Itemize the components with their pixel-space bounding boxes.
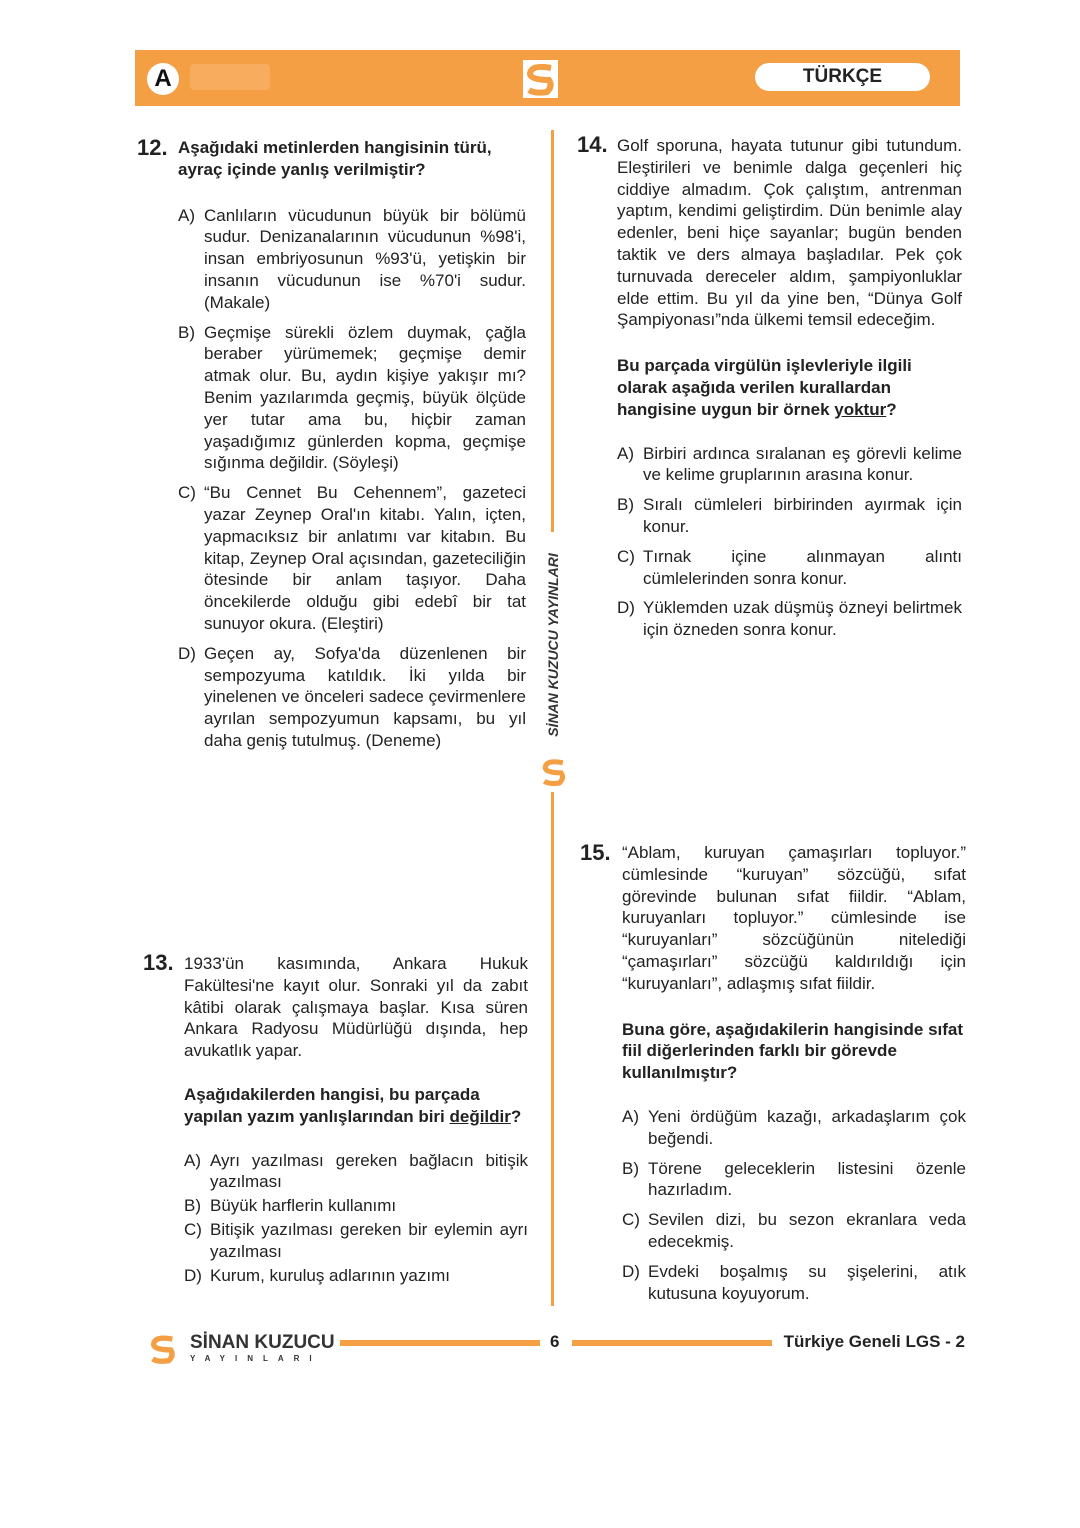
booklet-type: A: [147, 63, 179, 95]
page-number: 6: [550, 1332, 560, 1351]
question-passage: 1933'ün kasımında, Ankara Hukuk Fakültesi'ne kayıt olur. Sonraki yıl da zabıt kâtibi olarak çalışmaya başlar. Kısa süren Ankara Radyosu Müdürlüğü dışında, hep avukatlık yapar.: [184, 954, 528, 1061]
question-12: [178, 137, 526, 752]
question-number: 14.: [577, 132, 608, 157]
footer-bar: [340, 1340, 540, 1346]
question-13: [184, 953, 528, 1286]
option-b[interactable]: B) Sıralı cümleleri birbirinden ayırmak için konur.: [617, 495, 962, 536]
page-header: [135, 50, 960, 106]
option-a[interactable]: A) Birbiri ardınca sıralanan eş görevli kelime ve kelime gruplarının arasına konur.: [617, 443, 962, 485]
question-stem: Bu parçada virgülün işlevleriyle ilgili olarak aşağıda verilen kurallardan hangisine uygun bir örnek yoktur?: [617, 356, 912, 419]
subject-label: TÜRKÇE: [755, 63, 930, 91]
option-d[interactable]: D) Kurum, kuruluş adlarının yazımı: [184, 1265, 450, 1285]
option-a[interactable]: A) Canlıların vücudunun büyük bir bölümü sudur. Denizanalarının vücudunun %98'i, insan embriyosunun %93'ü, yetişkin bir insanın vücudunun ise %70'i sudur. (Makale): [178, 205, 526, 312]
question-stem: Buna göre, aşağıdakilerin hangisinde sıfat fiil diğerlerinden farklı bir görevde kullanılmıştır?: [622, 1019, 964, 1083]
publisher-vertical-text: SİNAN KUZUCU YAYINLARI: [545, 553, 561, 737]
column-divider: [551, 792, 554, 1306]
question-stem: Aşağıdaki metinlerden hangisinin türü, ayraç içinde yanlış verilmiştir?: [178, 138, 492, 179]
option-b[interactable]: B) Törene geleceklerin listesini özenle hazırladım.: [622, 1158, 966, 1200]
option-d[interactable]: D) Evdeki boşalmış su şişelerini, atık kutusuna koyuyorum.: [622, 1261, 966, 1303]
question-passage: “Ablam, kuruyan çamaşırları topluyor.” cümlesinde “kuruyan” sözcüğü, sıfat görevinde bulunan sıfat fiildir. “Ablam, kuruyanları topluyor.” cümlesinde ise “kuruyanları” sözcüğünün nitelediği “çamaşırları” sözcüğü kaldırıldığı için “kuruyanları”, adlaşmış sıfat fiildir.: [622, 843, 966, 993]
option-d[interactable]: D) Geçen ay, Sofya'da düzenlenen bir sempozyuma katıldık. İki yılda bir yinelenen ve önceleri sadece çevirmenlere ayrılan sempozyumun kapsamı, bu yıl daha geniş tutulmuş. (Deneme): [178, 643, 526, 750]
footer-bar: [572, 1340, 772, 1346]
publisher-logo-icon: [144, 1332, 182, 1371]
page-footer: [140, 1330, 970, 1370]
option-a[interactable]: A) Ayrı yazılması gereken bağlacın bitişik yazılması: [184, 1150, 528, 1192]
question-14: [617, 135, 962, 641]
publisher-logo-icon: [523, 60, 558, 98]
publisher-name: SİNAN KUZUCU: [190, 1332, 335, 1353]
option-c[interactable]: C) Sevilen dizi, bu sezon ekranlara veda edecekmiş.: [622, 1210, 966, 1251]
question-stem: Aşağıdakilerden hangisi, bu parçada yapılan yazım yanlışlarından biri değildir?: [184, 1084, 522, 1126]
column-divider: [551, 130, 554, 532]
question-number: 15.: [580, 840, 611, 865]
option-c[interactable]: C) “Bu Cennet Bu Cehennem”, gazeteci yazar Zeynep Oral'ın kitabı. Yalın, içten, yapmacıksız bir anlatımı var kitabın. Bu kitap, Zeynep Oral açısından, gazeteciliğin ötesinde bir anlam taşıyor. Daha öncekilerde olduğu gibi edebî bir tat sunuyor okura. (Eleştiri): [178, 483, 526, 633]
question-passage: Golf sporuna, hayata tutunur gibi tutundum. Eleştirileri ve benimle dalga geçenleri hiç ciddiye almadım. Çok çalıştım, antrenman yaptım, kendimi geliştirdim. Dün benimle alay edenler, beni hiçe sayanlar; bugün benden taktik ve ders almaya başladılar. Pek çok turnuvada dereceler aldım, şampiyonluklar elde ettim. Bu yıl da yine ben, “Dünya Golf Şampiyonası”nda ülkemi temsil edeceğim.: [617, 136, 962, 330]
publisher-logo-icon: [538, 756, 570, 793]
publisher-subtitle: YAYINLARI: [190, 1354, 322, 1363]
question-number: 12.: [137, 135, 168, 160]
question-15: [622, 842, 966, 1304]
option-d[interactable]: D) Yüklemden uzak düşmüş özneyi belirtmek için özneden sonra konur.: [617, 598, 962, 640]
faded-label: [190, 64, 270, 90]
option-b[interactable]: B) Geçmişe sürekli özlem duymak, çağla beraber yürümemek; geçmişe demir atmak olur. Bu, aydın kişiye yakışır mı? Benim yazılarımda geçmiş, büyük ölçüde yer tutar ama bu, hiçbir zaman yaşadığımız günlerden kopma, geçmişe sığınma değildir. (Söyleşi): [178, 322, 526, 473]
option-b[interactable]: B) Büyük harflerin kullanımı: [184, 1196, 397, 1216]
option-c[interactable]: C) Tırnak içine alınmayan alıntı cümlelerinden sonra konur.: [617, 546, 962, 588]
option-a[interactable]: A) Yeni ördüğüm kazağı, arkadaşlarım çok beğendi.: [622, 1106, 966, 1148]
question-number: 13.: [143, 950, 174, 975]
exam-title: Türkiye Geneli LGS - 2: [783, 1332, 965, 1351]
option-c[interactable]: C) Bitişik yazılması gereken bir eylemin ayrı yazılması: [184, 1219, 528, 1261]
